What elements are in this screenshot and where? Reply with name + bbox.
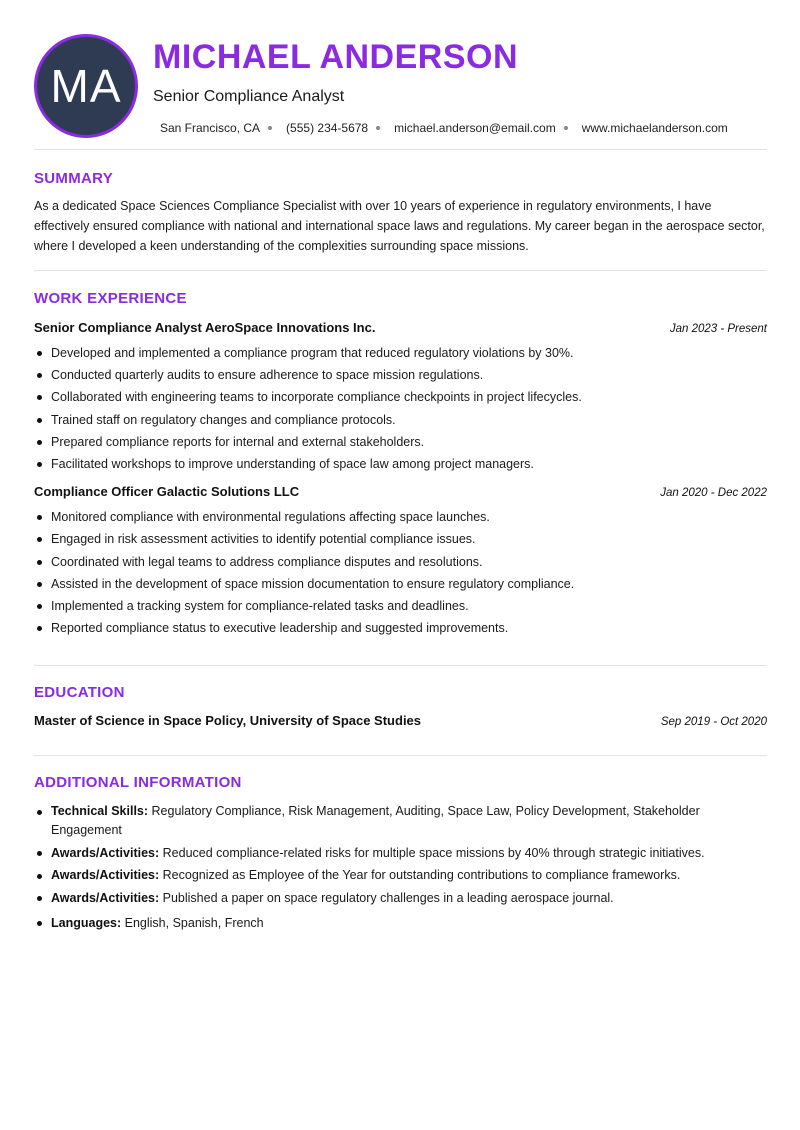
list-item: Conducted quarterly audits to ensure adherence to space mission regulations. — [34, 364, 767, 386]
contact-info — [160, 121, 728, 135]
info-text: English, Spanish, French — [124, 915, 264, 930]
education-degree: Master of Science in Space Policy, University of Space Studies — [34, 713, 422, 728]
list-item — [34, 914, 767, 933]
job-dates: Jan 2023 - Present — [669, 323, 767, 335]
separator-dot — [376, 126, 380, 130]
additional-info-section — [34, 756, 767, 933]
education-entry — [34, 713, 767, 728]
work-experience-heading: WORK EXPERIENCE — [34, 290, 187, 307]
info-text: Recognized as Employee of the Year for outstanding contributions to compliance frameworks. — [162, 868, 681, 882]
list-item: Coordinated with legal teams to address compliance disputes and resolutions. — [34, 551, 767, 573]
list-item — [34, 844, 767, 863]
education-dates: Sep 2019 - Oct 2020 — [660, 716, 767, 728]
additional-info-heading: ADDITIONAL INFORMATION — [34, 774, 242, 791]
contact-phone: (555) 234-5678 — [286, 121, 369, 135]
job-header — [34, 484, 767, 499]
info-text: Published a paper on space regulatory challenges in a leading aerospace journal. — [162, 890, 614, 905]
avatar — [34, 34, 138, 138]
list-item: Prepared compliance reports for internal and external stakeholders. — [34, 431, 767, 453]
list-item: Engaged in risk assessment activities to identify potential compliance issues. — [34, 528, 767, 550]
separator-dot — [564, 126, 568, 130]
list-item: Collaborated with engineering teams to incorporate compliance checkpoints in project lifecycles. — [34, 386, 767, 408]
info-label: Languages: — [51, 915, 122, 930]
list-item: Trained staff on regulatory changes and compliance protocols. — [34, 409, 767, 431]
info-text: Regulatory Compliance, Risk Management, Auditing, Space Law, Policy Development, Stakeholder Engagement — [51, 804, 700, 837]
education-heading: EDUCATION — [34, 684, 125, 701]
job-bullets — [34, 506, 767, 639]
candidate-name: MICHAEL ANDERSON — [153, 38, 519, 76]
summary-section — [34, 150, 767, 271]
job-bullets — [34, 342, 767, 475]
job-role: Compliance Officer Galactic Solutions LLC — [34, 484, 300, 500]
candidate-title: Senior Compliance Analyst — [153, 88, 345, 105]
list-item — [34, 802, 767, 840]
education-section — [34, 666, 767, 756]
list-item: Reported compliance status to executive leadership and suggested improvements. — [34, 617, 767, 639]
work-experience-section — [34, 271, 767, 666]
resume-header — [34, 0, 767, 150]
info-label: Awards/Activities: — [51, 890, 160, 905]
info-text: Reduced compliance-related risks for multiple space missions by 40% through strategic initiatives. — [162, 845, 705, 860]
additional-info-list — [34, 802, 767, 933]
list-item: Implemented a tracking system for compliance-related tasks and deadlines. — [34, 595, 767, 617]
contact-website[interactable]: www.michaelanderson.com — [581, 121, 728, 135]
list-item: Monitored compliance with environmental regulations affecting space launches. — [34, 506, 767, 528]
job-entry — [34, 320, 767, 475]
list-item — [34, 889, 767, 908]
contact-email[interactable]: michael.anderson@email.com — [394, 121, 556, 135]
separator-dot — [268, 126, 272, 130]
info-label: Technical Skills: — [51, 804, 149, 818]
list-item: Developed and implemented a compliance program that reduced regulatory violations by 30%. — [34, 342, 767, 364]
job-header — [34, 320, 767, 335]
list-item: Assisted in the development of space mission documentation to ensure regulatory compliance. — [34, 573, 767, 595]
list-item: Facilitated workshops to improve understanding of space law among project managers. — [34, 453, 767, 475]
contact-location: San Francisco, CA — [160, 121, 261, 135]
job-role: Senior Compliance Analyst AeroSpace Innovations Inc. — [34, 320, 376, 335]
summary-text: As a dedicated Space Sciences Compliance Specialist with over 10 years of experience in regulatory environments, I have effectively ensured compliance with national and international space laws and regulations. My career began in the aerospace sector, where I developed a keen understanding of the complexities surrounding space missions. — [34, 199, 765, 253]
summary-heading: SUMMARY — [34, 170, 114, 187]
info-label: Awards/Activities: — [51, 868, 160, 882]
job-entry — [34, 484, 767, 639]
job-dates: Jan 2020 - Dec 2022 — [660, 487, 767, 500]
avatar-initials: MA — [50, 60, 122, 112]
list-item — [34, 866, 767, 885]
info-label: Awards/Activities: — [51, 845, 160, 860]
